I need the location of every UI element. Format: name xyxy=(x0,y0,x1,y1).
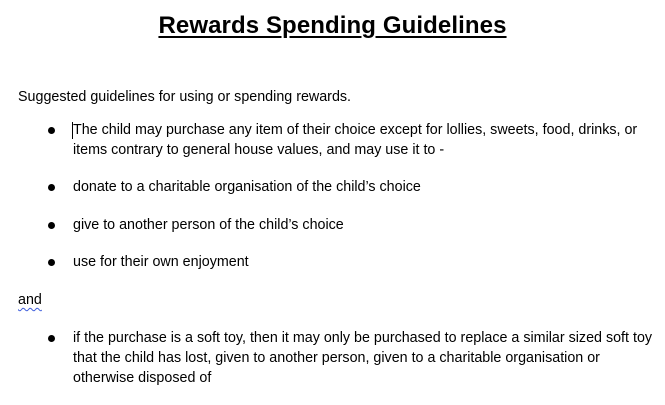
list-item-text: donate to a charitable organisation of the child’s choice xyxy=(73,179,421,195)
list-item-text: The child may purchase any item of their choice except for lollies, sweets, food, drinks, or items contrary to general house values, and may use it to - xyxy=(73,122,638,158)
bullet-dot-icon xyxy=(48,127,55,134)
list-item-text: give to another person of the child’s choice xyxy=(73,217,344,233)
document-title: Rewards Spending Guidelines xyxy=(158,12,507,39)
bullet-dot-icon xyxy=(48,259,55,266)
list-item-text: use for their own enjoyment xyxy=(73,254,249,270)
bullet-dot-icon xyxy=(48,184,55,191)
intro-paragraph: Suggested guidelines for using or spending rewards. xyxy=(18,89,352,105)
bullet-dot-icon xyxy=(48,335,55,342)
bullet-dot-icon xyxy=(48,222,55,229)
list-item-text: if the purchase is a soft toy, then it may only be purchased to replace a similar sized soft toy that the child has lost, given to another person, given to a charitable organisation or otherwise disposed of xyxy=(73,330,653,386)
conjunction-and: and xyxy=(18,292,42,308)
